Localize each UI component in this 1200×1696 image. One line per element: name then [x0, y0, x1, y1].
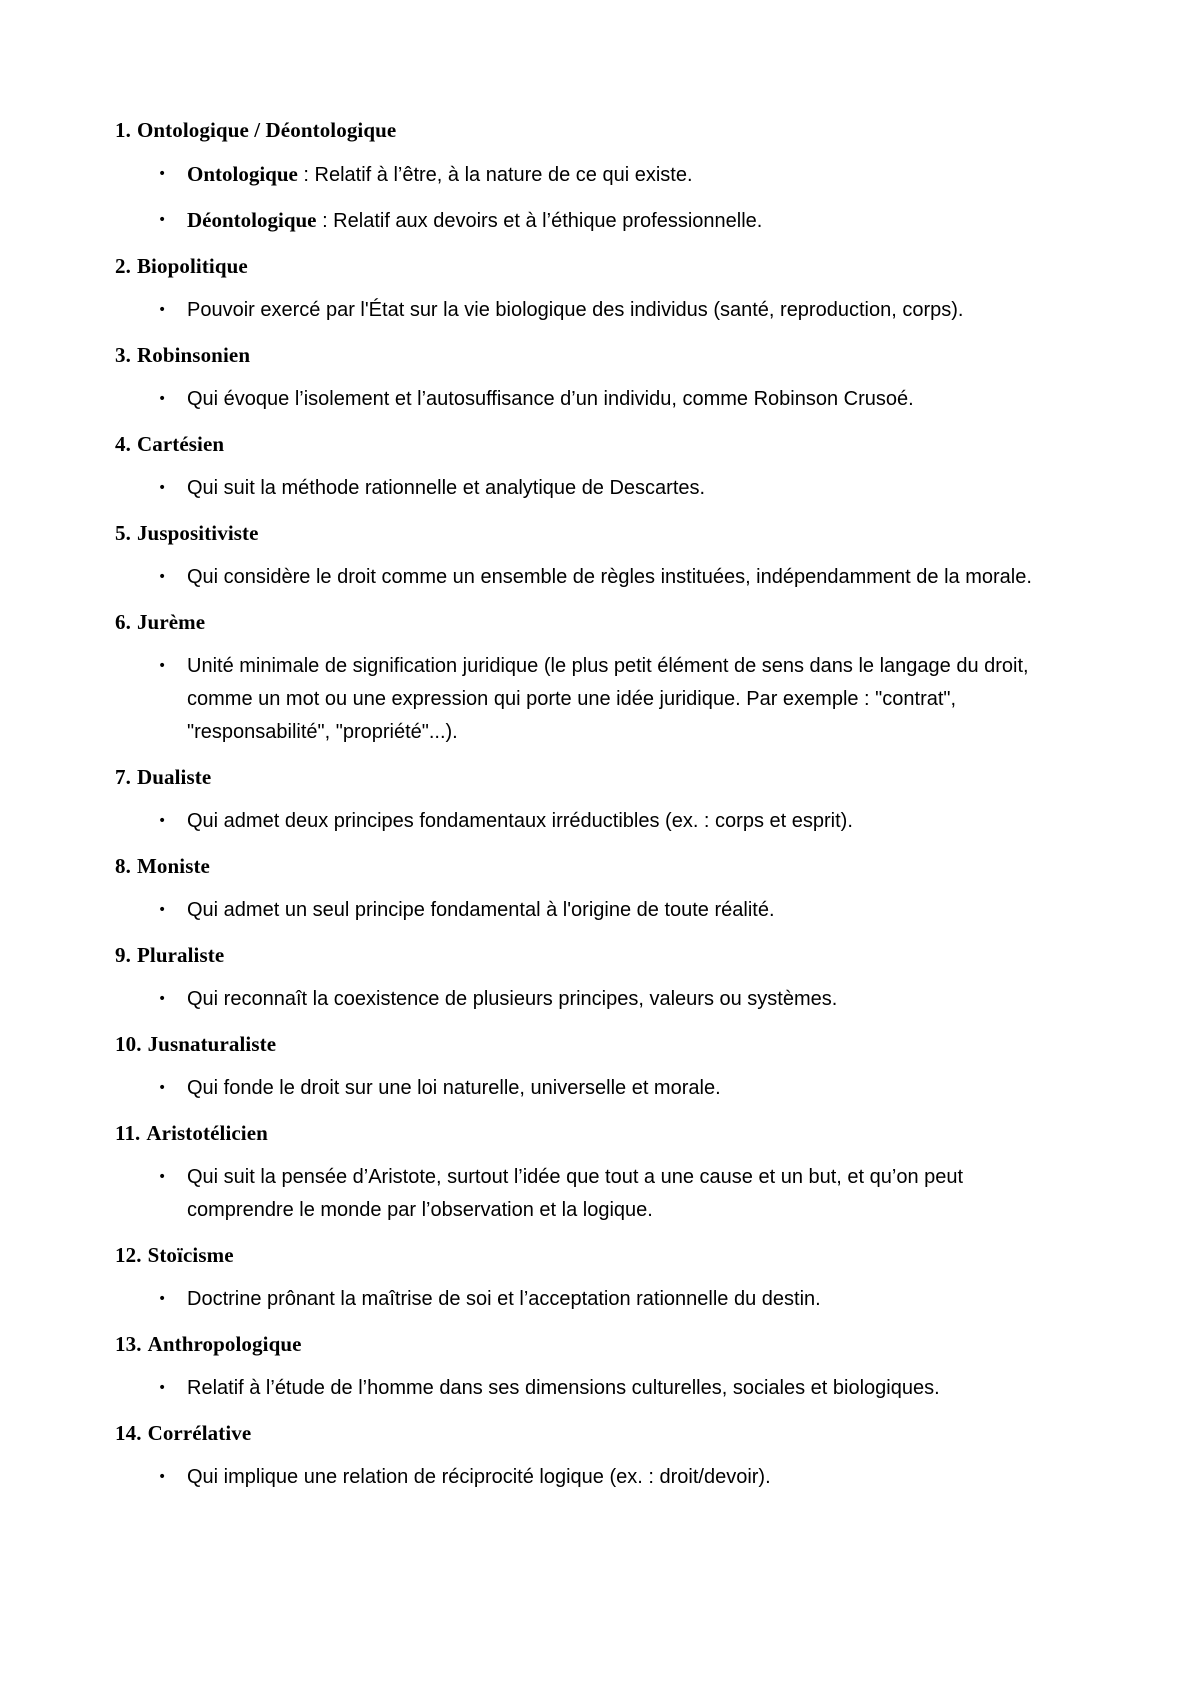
- definition-list: [115, 383, 1075, 416]
- definition-list: [115, 1072, 1075, 1105]
- definition-text: Qui évoque l’isolement et l’autosuffisance d’un individu, comme Robinson Crusoé.: [187, 388, 914, 410]
- definition-list: [115, 472, 1075, 505]
- section-title: Jusnaturaliste: [147, 1032, 277, 1056]
- list-item: [115, 1461, 1075, 1494]
- definition-text: : Relatif aux devoirs et à l’éthique professionnelle.: [316, 210, 763, 232]
- definition-section: [115, 606, 1075, 749]
- section-title: Moniste: [136, 854, 210, 878]
- definition-section: [115, 114, 1075, 238]
- section-number: 5.: [115, 521, 131, 545]
- section-title: Juspositiviste: [136, 521, 259, 545]
- section-heading: [115, 250, 1075, 282]
- definition-list: [115, 1372, 1075, 1405]
- list-item: [115, 383, 1075, 416]
- section-number: 10.: [115, 1032, 142, 1056]
- bullet-icon: •: [158, 1469, 167, 1485]
- section-heading: [115, 114, 1075, 146]
- section-title: Ontologique / Déontologique: [136, 118, 397, 142]
- list-item: [115, 561, 1075, 594]
- bullet-icon: •: [158, 813, 167, 829]
- list-item: [115, 1283, 1075, 1316]
- list-item: [115, 472, 1075, 505]
- list-item: [115, 204, 1075, 238]
- section-heading: [115, 1239, 1075, 1271]
- section-number: 8.: [115, 854, 131, 878]
- definition-text: Qui admet deux principes fondamentaux irréductibles (ex. : corps et esprit).: [187, 810, 853, 832]
- list-item: [115, 1161, 1075, 1227]
- section-title: Robinsonien: [136, 343, 251, 367]
- section-number: 2.: [115, 254, 131, 278]
- section-title: Stoïcisme: [147, 1243, 234, 1267]
- list-item: [115, 1072, 1075, 1105]
- definition-text: Qui implique une relation de réciprocité logique (ex. : droit/devoir).: [187, 1466, 771, 1488]
- definition-section: [115, 250, 1075, 327]
- section-heading: [115, 1028, 1075, 1060]
- section-number: 1.: [115, 118, 131, 142]
- section-number: 3.: [115, 343, 131, 367]
- definition-text: Unité minimale de signification juridique (le plus petit élément de sens dans le langage du droit, comme un mot ou une expression qui porte une idée juridique. Par exemple : "contrat", "responsabilité", "propriété"...).: [187, 655, 1029, 743]
- list-item: [115, 805, 1075, 838]
- definition-section: [115, 517, 1075, 594]
- definition-section: [115, 850, 1075, 927]
- definition-section: [115, 1117, 1075, 1227]
- definition-list: [115, 894, 1075, 927]
- section-number: 4.: [115, 432, 131, 456]
- section-title: Pluraliste: [136, 943, 225, 967]
- section-heading: [115, 339, 1075, 371]
- definition-text: Qui admet un seul principe fondamental à l'origine de toute réalité.: [187, 899, 775, 921]
- section-title: Jurème: [136, 610, 206, 634]
- bullet-icon: •: [158, 212, 167, 228]
- section-heading: [115, 1328, 1075, 1360]
- bullet-icon: •: [158, 1380, 167, 1396]
- section-title: Corrélative: [147, 1421, 252, 1445]
- definition-text: Qui fonde le droit sur une loi naturelle, universelle et morale.: [187, 1077, 721, 1099]
- section-title: Cartésien: [136, 432, 225, 456]
- list-item: [115, 294, 1075, 327]
- bullet-icon: •: [158, 1169, 167, 1185]
- section-number: 6.: [115, 610, 131, 634]
- section-number: 11.: [115, 1121, 141, 1145]
- section-heading: [115, 517, 1075, 549]
- bullet-icon: •: [158, 658, 167, 674]
- definition-list: [115, 650, 1075, 749]
- bullet-icon: •: [158, 991, 167, 1007]
- section-number: 13.: [115, 1332, 142, 1356]
- section-title: Aristotélicien: [146, 1121, 268, 1145]
- definition-text: Qui considère le droit comme un ensemble de règles instituées, indépendamment de la morale.: [187, 566, 1032, 588]
- definition-list: [115, 158, 1075, 238]
- bullet-icon: •: [158, 1291, 167, 1307]
- section-heading: [115, 1417, 1075, 1449]
- bullet-icon: •: [158, 302, 167, 318]
- list-item: [115, 1372, 1075, 1405]
- definition-section: [115, 1328, 1075, 1405]
- definition-section: [115, 1239, 1075, 1316]
- definition-section: [115, 428, 1075, 505]
- section-title: Biopolitique: [136, 254, 248, 278]
- section-number: 9.: [115, 943, 131, 967]
- section-heading: [115, 939, 1075, 971]
- bullet-icon: •: [158, 480, 167, 496]
- document-body: [115, 114, 1075, 1506]
- definition-section: [115, 339, 1075, 416]
- definition-list: [115, 1283, 1075, 1316]
- section-heading: [115, 428, 1075, 460]
- bullet-icon: •: [158, 166, 167, 182]
- definition-text: Pouvoir exercé par l'État sur la vie biologique des individus (santé, reproduction, corps).: [187, 299, 964, 321]
- list-item: [115, 158, 1075, 192]
- section-title: Dualiste: [136, 765, 212, 789]
- definition-section: [115, 939, 1075, 1016]
- definition-text: Qui reconnaît la coexistence de plusieurs principes, valeurs ou systèmes.: [187, 988, 838, 1010]
- definition-list: [115, 1461, 1075, 1494]
- bullet-icon: •: [158, 569, 167, 585]
- section-number: 14.: [115, 1421, 142, 1445]
- section-heading: [115, 1117, 1075, 1149]
- section-heading: [115, 761, 1075, 793]
- definition-text: Relatif à l’étude de l’homme dans ses dimensions culturelles, sociales et biologiques.: [187, 1377, 940, 1399]
- bullet-icon: •: [158, 391, 167, 407]
- list-item: [115, 894, 1075, 927]
- section-heading: [115, 606, 1075, 638]
- section-number: 7.: [115, 765, 131, 789]
- definition-section: [115, 1028, 1075, 1105]
- list-item: [115, 983, 1075, 1016]
- definition-list: [115, 805, 1075, 838]
- definition-section: [115, 761, 1075, 838]
- definition-text: Qui suit la méthode rationnelle et analytique de Descartes.: [187, 477, 706, 499]
- section-title: Anthropologique: [147, 1332, 302, 1356]
- definition-text: Doctrine prônant la maîtrise de soi et l’acceptation rationnelle du destin.: [187, 1288, 821, 1310]
- definition-list: [115, 983, 1075, 1016]
- definition-term: Déontologique: [187, 208, 317, 232]
- bullet-icon: •: [158, 1080, 167, 1096]
- definition-list: [115, 294, 1075, 327]
- definition-text: : Relatif à l’être, à la nature de ce qui existe.: [297, 164, 693, 186]
- section-heading: [115, 850, 1075, 882]
- definition-section: [115, 1417, 1075, 1494]
- bullet-icon: •: [158, 902, 167, 918]
- section-number: 12.: [115, 1243, 142, 1267]
- list-item: [115, 650, 1075, 749]
- definition-list: [115, 1161, 1075, 1227]
- definition-text: Qui suit la pensée d’Aristote, surtout l’idée que tout a une cause et un but, et qu’on peut comprendre le monde par l’observation et la logique.: [187, 1166, 964, 1221]
- definition-term: Ontologique: [187, 162, 298, 186]
- definition-list: [115, 561, 1075, 594]
